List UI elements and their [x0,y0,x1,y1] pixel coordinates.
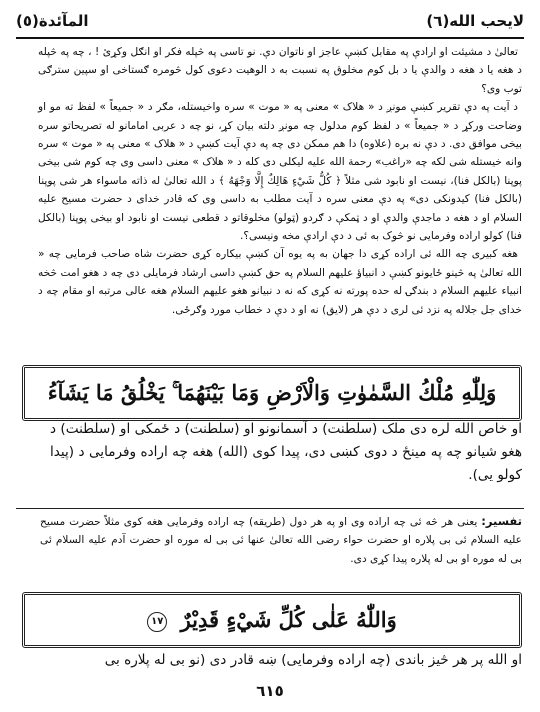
translation-text-1: او خاص الله لره دی ملک (سلطنت) د آسمانونو او (سلطنت) د ځمکی او (سلطنت) د هغو شیانو چه په مینځ د دوی کښی دی، پیدا کوی (الله) هغه چه اراده وفرمایی د (پیدا کولو یی). [50,421,522,483]
translation-text-2: او الله پر هر څیز باندی (چه اراده وفرمایی) ښه قادر دی (نو بی له پلاره بی [104,652,522,668]
header-divider [16,37,524,39]
commentary-text [38,43,522,319]
page-number: ٦١٥ [256,682,284,700]
quran-verse-text-1: وَلِلّٰهِ مُلْكُ السَّمٰوٰتِ وَالْاَرْضِ وَمَا بَيْنَهُمَا ۚ يَخْلُقُ مَا يَشَآءُ [47,380,497,405]
quran-verse-box-1 [22,365,522,421]
header-surah-title: المآئدة(٥) [16,12,89,30]
tafsir-label: تفسیر: [481,514,522,528]
quran-verse-box-2 [22,592,522,648]
page-header [16,6,524,36]
tafsir-divider [16,508,524,509]
verse-number-badge: ١٧ [147,612,167,632]
quran-verse-text-2: وَاللّٰهُ عَلٰى كُلِّ شَيْءٍ قَدِيْرٌ [180,607,397,632]
header-part-title: لایحب الله(٦) [426,12,524,30]
commentary-paragraph-3: هغه کبیری چه الله ئی اراده کړی دا جهان به په یوه آن کښې بیکاره کړی حضرت شاه صاحب فرمایی چه « الله تعالیٰ په څینو ځایونو کښې د انبیاؤ علیهم السلام په حق کښې داسی ارشاد فرمایلی دی چه د هغو امت څخه انبیاء علیهم السلام د بندګۍ له حده پورته نه کړی که نه د نبیانو هغو علیهم السلام هغه عالی مرتبه او مقام چه د خدای جل جلاله په نزد ئی لری د دې هر (لایق) نه او د دې د خطاب مورد وګرځی. [38,248,522,316]
verse-translation-1 [50,418,522,487]
tafsir-paragraph [40,512,522,568]
commentary-paragraph-1: تعالیٰ د مشیئت او ارادې په مقابل کښې عاجز او ناتوان دې. نو تاسی په څپله فکر او انګل وکړئ ! ، چه په څپله د هغه یا د هغه د والدې یا د بل کوم مخلوق په نسبت به د الوهیت دعوی کول څومره ګستاخی او سپین سترګی توب وی؟ [38,46,522,95]
verse-translation-2 [18,649,522,671]
commentary-paragraph-2: د آیت په دې تقریر کښې مونږ د « هلاک » معنی په « موت » سره واخیستله، مګر د « جمیعاً » لفظ ته مو او وضاحت ورکړ د « جمیعاً » د لفظ کوم مدلول چه مونږ دلته بیان کړ، نو چه د عربی امامانو له تصریحاتو سره بیخی موافق دی. د دې نه بره (علاوه) دا هم ممکن دی چه په دې آیت کښې د « هلاک » معنی په « موت » سره وانه خیستله شی لکه چه «راغب» رحمة الله علیه لیکلی دی کله د « هلاک » معنی داسی وی چه کوم شی بیخی پوپنا (بالکل فنا)، نیست او نابود شی مثلاً ﴿ كُلُّ شَيْءٍ هَالِكٌ إِلَّا وَجْهَهُ ﴾ د الله تعالیٰ له ذاته ماسواء هر شی پوپنا (بالکل فنا) کیدونکی دی» په دې معنی سره د آیت مطلب به داسی وی که قادر خدای د حضرت مسیح علیه السلام او د هغه د ماجدې والدې او د ټمکې د ګردو (ټولو) مخلوقاتو د قطعی نیست او نابود او بیخی پوپنا (بالکل فنا) کولو اراده وفرمایی نو څوک به ئی د دې ارادې مخه ونیسی؟. [38,101,522,243]
tafsir-text: یعنی هر څه ئی چه اراده وی او په هر دول (طریقه) چه اراده وفرمایی هغه کوی مثلاً حضرت مسیح علیه السلام ئی بی پلاره او حضرت حواء رضی الله تعالیٰ عنها ئی بی له موره او حضرت آدم علیه السلام ئی بی له موره او بی له پلاره پیدا کړی دی. [40,516,522,565]
tafsir-section [40,512,522,568]
